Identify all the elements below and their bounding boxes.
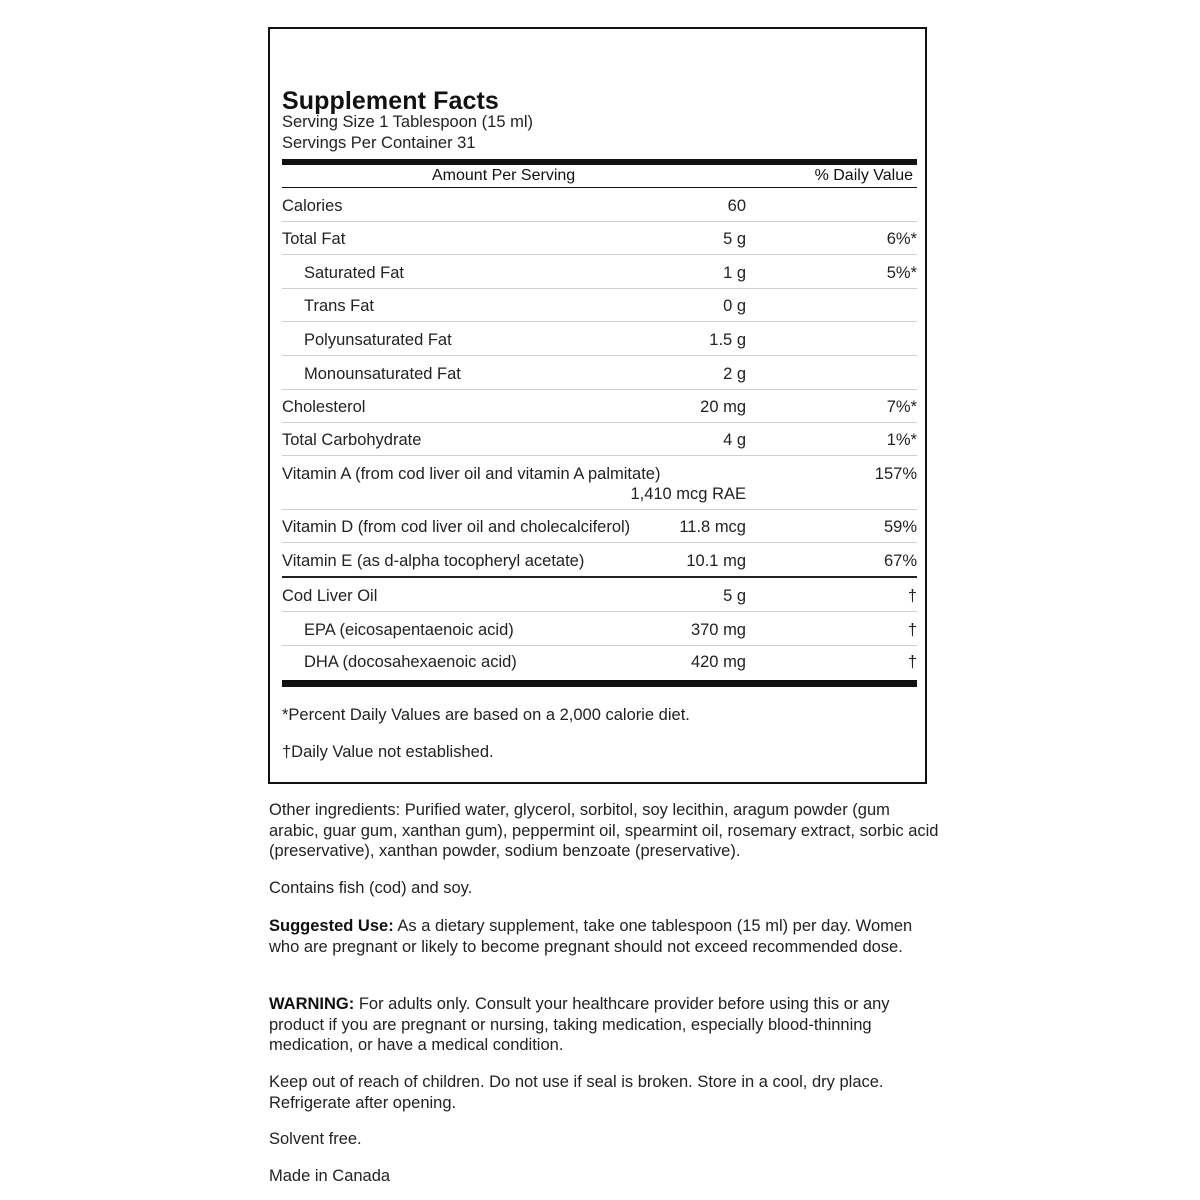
facts-row-cod-liver-oil	[282, 587, 917, 612]
row-amount: 2 g	[723, 365, 746, 383]
other-ingredients: Other ingredients: Purified water, glycerol, sorbitol, soy lecithin, aragum powder (gum arabic, guar gum, xanthan gum), peppermint oil, spearmint oil, rosemary extract, sorbic acid (preservative), xanthan powder, sodium benzoate (preservative).	[269, 801, 939, 860]
bottom-thick-rule	[282, 680, 917, 687]
row-amount: 5 g	[723, 587, 746, 605]
row-amount: 420 mg	[690, 653, 746, 671]
row-amount: 1 g	[723, 264, 746, 282]
facts-row-total-carbohydrate	[282, 431, 917, 456]
row-daily-value: 7%*	[886, 398, 917, 416]
facts-row-epa	[282, 621, 917, 646]
facts-row-vitamin-a	[282, 465, 917, 510]
footnote-dagger: †Daily Value not established.	[282, 743, 494, 761]
row-name: Vitamin E (as d-alpha tocopheryl acetate)	[282, 552, 585, 570]
warning	[269, 994, 939, 1056]
warning-label: WARNING:	[269, 995, 355, 1013]
amount-per-serving-header: Amount Per Serving	[432, 167, 576, 184]
row-amount: 5 g	[723, 230, 746, 248]
row-amount: 20 mg	[700, 398, 746, 416]
row-amount: 370 mg	[690, 621, 746, 639]
row-amount: 11.8 mcg	[679, 518, 746, 536]
facts-title: Supplement Facts	[282, 87, 499, 115]
row-amount: 4 g	[723, 431, 746, 449]
facts-row-cholesterol	[282, 398, 917, 423]
row-name: Total Carbohydrate	[282, 431, 422, 449]
row-amount: 1,410 mcg RAE	[630, 485, 746, 503]
row-daily-value: 5%*	[886, 264, 917, 282]
row-daily-value: †	[907, 587, 917, 605]
row-name: Cod Liver Oil	[282, 587, 378, 605]
facts-row-total-fat	[282, 230, 917, 255]
row-name: Saturated Fat	[304, 264, 404, 282]
row-name: Cholesterol	[282, 398, 366, 416]
facts-row-polyunsaturated-fat	[282, 331, 917, 356]
facts-header-row	[282, 165, 917, 188]
row-name: Vitamin D (from cod liver oil and cholecalciferol)	[282, 518, 631, 536]
row-name: Calories	[282, 197, 343, 215]
row-name: DHA (docosahexaenoic acid)	[304, 653, 517, 671]
row-daily-value: 1%*	[886, 431, 917, 449]
row-name: Monounsaturated Fat	[304, 365, 461, 383]
row-daily-value: †	[907, 621, 917, 639]
supplement-facts-panel	[268, 27, 927, 784]
suggested-use-text: As a dietary supplement, take one tablespoon (15 ml) per day. Women who are pregnant or likely to become pregnant should not exceed recommended dose.	[269, 917, 913, 956]
facts-row-vitamin-e	[282, 552, 917, 578]
row-name: EPA (eicosapentaenoic acid)	[304, 621, 514, 639]
facts-row-trans-fat	[282, 297, 917, 322]
suggested-use	[269, 916, 939, 957]
servings-per-container: Servings Per Container 31	[282, 134, 476, 152]
storage-instructions: Keep out of reach of children. Do not use if seal is broken. Store in a cool, dry place. Refrigerate after opening.	[269, 1073, 884, 1112]
row-amount: 60	[727, 197, 746, 215]
allergen-statement: Contains fish (cod) and soy.	[269, 879, 473, 897]
row-amount: 10.1 mg	[686, 552, 746, 570]
suggested-use-label: Suggested Use:	[269, 917, 394, 935]
row-daily-value: 6%*	[886, 230, 917, 248]
warning-text: For adults only. Consult your healthcare provider before using this or any product if you are pregnant or nursing, taking medication, especially blood-thinning medication, or have a medical condition.	[269, 995, 890, 1054]
country-of-origin: Made in Canada	[269, 1167, 391, 1185]
solvent-free-statement: Solvent free.	[269, 1130, 362, 1148]
row-daily-value: 157%	[874, 465, 917, 483]
row-daily-value: 67%	[883, 552, 917, 570]
footnote-percent-daily-value: *Percent Daily Values are based on a 2,000 calorie diet.	[282, 706, 690, 724]
facts-row-calories	[282, 197, 917, 222]
row-name: Vitamin A (from cod liver oil and vitamin A palmitate)	[282, 465, 661, 483]
row-amount: 1.5 g	[709, 331, 746, 349]
row-name: Trans Fat	[304, 297, 374, 315]
facts-row-saturated-fat	[282, 264, 917, 289]
facts-row-dha	[282, 653, 917, 677]
row-daily-value: 59%	[883, 518, 917, 536]
row-name: Total Fat	[282, 230, 346, 248]
daily-value-header: % Daily Value	[814, 167, 913, 184]
row-amount: 0 g	[723, 297, 746, 315]
row-name: Polyunsaturated Fat	[304, 331, 452, 349]
facts-row-vitamin-d	[282, 518, 917, 543]
serving-size: Serving Size 1 Tablespoon (15 ml)	[282, 113, 533, 131]
facts-row-monounsaturated-fat	[282, 365, 917, 390]
row-daily-value: †	[907, 653, 917, 671]
